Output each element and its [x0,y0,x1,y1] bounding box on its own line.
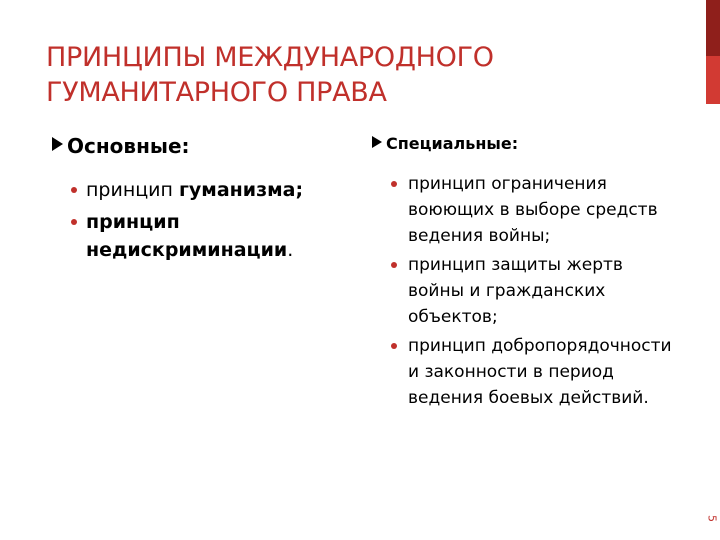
basic-principles-list [52,176,362,264]
bullet-dot-icon [391,181,397,187]
basic-principles-heading-text: Основные: [67,134,190,158]
list-item [408,252,672,330]
special-principles-heading-text: Специальные: [386,134,519,153]
special-principles-list [372,171,672,411]
list-item-bold-text: принцип недискриминации [86,211,288,261]
slide-number: 5 [705,515,719,522]
list-item [408,333,672,411]
slide-title-line-2: ГУМАНИТАРНОГО ПРАВА [46,77,387,108]
list-item-text: принцип добропорядочности и законности в период ведения боевых действий. [408,336,672,408]
slide-title-line-1: ПРИНЦИПЫ МЕЖДУНАРОДНОГО [46,42,494,73]
bullet-dot-icon [391,262,397,268]
list-item [408,171,672,249]
special-principles-heading [372,133,672,155]
list-item-text: принцип защиты жертв войны и гражданских объектов; [408,255,623,327]
bullet-dot-icon [71,219,77,225]
arrow-bullet-icon [52,137,63,151]
list-item-tail: . [287,239,294,261]
accent-bar-dark [706,0,720,56]
basic-principles-heading [52,133,362,159]
list-item [86,176,362,204]
arrow-bullet-icon [372,136,382,148]
list-item [86,208,362,264]
basic-principles-column [52,133,362,268]
bullet-dot-icon [391,343,397,349]
accent-bar [706,56,720,104]
special-principles-column [372,133,672,414]
list-item-bold-text: гуманизма; [179,179,304,201]
slide-title [46,40,646,110]
bullet-dot-icon [71,187,77,193]
list-item-text: принцип [86,179,179,201]
list-item-text: принцип ограничения воюющих в выборе средств ведения войны; [408,174,658,246]
